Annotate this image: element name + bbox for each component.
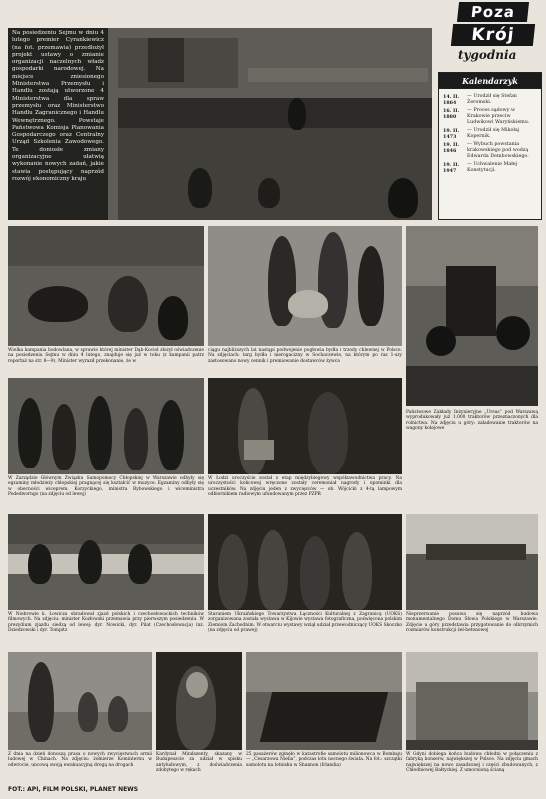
caption-mindszenty: Kardynał Mindszenty, skazany w Budapeszcie za udział w spisku antyludowym, z doświadczenia zdobytego w rękach bbox=[156, 752, 242, 774]
caption-dom-slowa: Nieprzerwanie posuwa się naprzód budowa monumentalnego Domu Słowa Polskiego w Warszawie. Zdjęcie u góry przedstawia przygotowanie do olbrzymich rozmiarów konstrukcji żel-betonowej bbox=[406, 612, 538, 634]
calendar-box bbox=[438, 72, 542, 220]
photo-cattle-market bbox=[8, 226, 204, 346]
masthead-line1: Poza bbox=[457, 2, 529, 22]
caption-kiev: Staraniem Ukraińskiego Towarzystwa Łączności Kulturalnej z Zagranicą (UOKS) zorganizowana została wystawa w Kijowie wystawa fotograficzna, poświęcona polskim Ziemiom Zachodnim. W otwarciu wystawy wziął udział przewodniczący UOKS Skoczko (na zdjęciu od prawej) bbox=[208, 612, 402, 634]
masthead-line3: tygodnia bbox=[458, 48, 517, 62]
photo-gdynia-cold-store bbox=[406, 652, 538, 750]
caption-china: Z dnia na dzień donoszą prasa o nowych zwycięstwach armii ludowej w Chinach. Na zdjęciu: żołnierze Kominternu w odwrocie, uncową swoją ewakuacyjną drogą na drogach bbox=[8, 752, 152, 768]
calendar-entry: 14. II. 1864 — Urodził się Stefan Żeromski. bbox=[443, 94, 517, 106]
masthead-line2: Krój bbox=[451, 24, 535, 46]
caption-lodz: W Łodzi uroczyście został z etap międzybiegowy współzawodnictwa pracy. Na uroczystości końcowej wręczone zostały ceremoniał nagrody i upominki dla uczestników. Na zdjęciu jeden z zwycięzców — ob. Wójcicki z 4-tą lampowym odbiornikiem radiowym ufundowanym przez PZPR bbox=[208, 476, 402, 498]
calendar-entry: 19. II. 1473 — Urodził się Mikołaj Kopernik. bbox=[443, 128, 520, 140]
photo-dom-slowa-polskiego bbox=[406, 514, 538, 610]
photo-lodz-radio bbox=[208, 378, 402, 474]
masthead bbox=[452, 2, 542, 68]
photo-credits: FOT.: API, FILM POLSKI, PLANET NEWS bbox=[8, 786, 139, 793]
calendar-title: Kalendarzyk bbox=[439, 73, 541, 89]
photo-tractors bbox=[406, 226, 538, 406]
caption-pigs: ciągu najbliższych lat nastąpi podwojenie pogłowia bydła i trzody chlewnej w Polsce. Na zdjęciach: targ bydła i nierogacizny w Sochaczewie, na którym po raz 1-szy zastosowano nowy cennik i premiowanie dostawców żywca bbox=[208, 348, 402, 364]
lead-text: Na posiedzeniu Sejmu w dniu 4 lutego premier Cyrankiewicz (na fot. przemawia) przedłożył projekt ustawy o zmianie organizacji naczelnych władz gospodarki narodowej. Na miejsce zniesionego Ministerstwa Przemysłu i Handlu zostają utworzone 4 Ministerstwa dla spraw przemysłu oraz Ministerstwo Handlu Zagranicznego i Handlu Wewnętrznego. Powstaje Państwowa Komisja Planowania Gospodarczego oraz Centralny Urząd Szkolenia Zawodowego. Te doniosłe zmiany organizacyjne ułatwią wykonanie nowych zadań, jakie stawia postępujący naprzód rozwój ekonomiczny kraju bbox=[8, 28, 108, 220]
calendar-entry: 19. II. 1846 — Wybuch powstania krakowskiego pod wodzą Edwarda Dembowskiego. bbox=[443, 142, 529, 159]
calendar-entry: 16. II. 1880 — Proces sądowy w Krakowie przeciw Ludwikowi Waryńskiemu. bbox=[443, 108, 530, 125]
photo-film-congress bbox=[8, 514, 204, 610]
caption-music-exam: W Zarządzie Głównym Związku Samopomocy Chłopskiej w Warszawie odbyły się egzaminy młodzieży chłopskiej pragnącej się kształcić w muzyce. Egzaminy odbyły się w obecności wiceprem. Korzyckiego, ministra Rybowskiego i wiceministra Podedworngo (na zdjęciu od lewej) bbox=[8, 476, 204, 498]
photo-music-exam bbox=[8, 378, 204, 474]
caption-ursus: Państwowe Zakłady Inżynieryjne „Ursus” pod Warszawą wyprodukowały już 1.000 traktorów przeznaczonych dla rolnictwa. Na zdjęciu u góry: załadowanie traktorów na wagony kolejowe bbox=[406, 410, 538, 432]
photo-kiev-exhibition bbox=[208, 514, 402, 610]
photo-china-army bbox=[8, 652, 152, 750]
calendar-entry: 19. II. 1947 — Uchwalenie Małej Konstytucji. bbox=[443, 162, 518, 174]
caption-cattle: Wielka kampania hodowlana, w sprawie której minister Dąb-Kocioł złożył oświadczenie na posiedzeniu Sejmu w dniu 4 lutego, znajduje się już w toku (z kampanii patrz reportaż na str. 8—9). Minister wyraził przekonanie, że w bbox=[8, 348, 204, 364]
photo-mindszenty bbox=[156, 652, 242, 750]
photo-pig-market bbox=[208, 226, 402, 346]
photo-plane-wreck bbox=[246, 652, 402, 750]
caption-film-congress: W Niebrowie k. Łowicza obradował zjazd polskich i czechosłowackich techników filmowych. Na zdjęciu: minister Kozłowski przemawia przy pierwszym posiedzeniu. W prezydium zjazdu siedzą od lewej: dyr. Nowicki, dyr. Pilat (Czechosłowacja) inż. Dziedzowski i dyr. Tompitz bbox=[8, 612, 204, 634]
caption-gdynia: W Gdyni dobiega końca budowa chłodni w połączeniu z fabryką konserw, największej w Polsce. Na zdjęciu gmach największej na nowo zasadzonej i części zbudowanych, z Chłodniowej Bałtyckiej. Z umocnioną ścianą bbox=[406, 752, 538, 774]
caption-plane: 25 pasażerów zginęło w katastrofie samolotu milionowca w Bombaju — „Cesarzowa Nieba”, podczas lotu nocnego świata. Na fot.: szczątki samolotu na lotnisku w Shannon (Irlandia) bbox=[246, 752, 402, 768]
